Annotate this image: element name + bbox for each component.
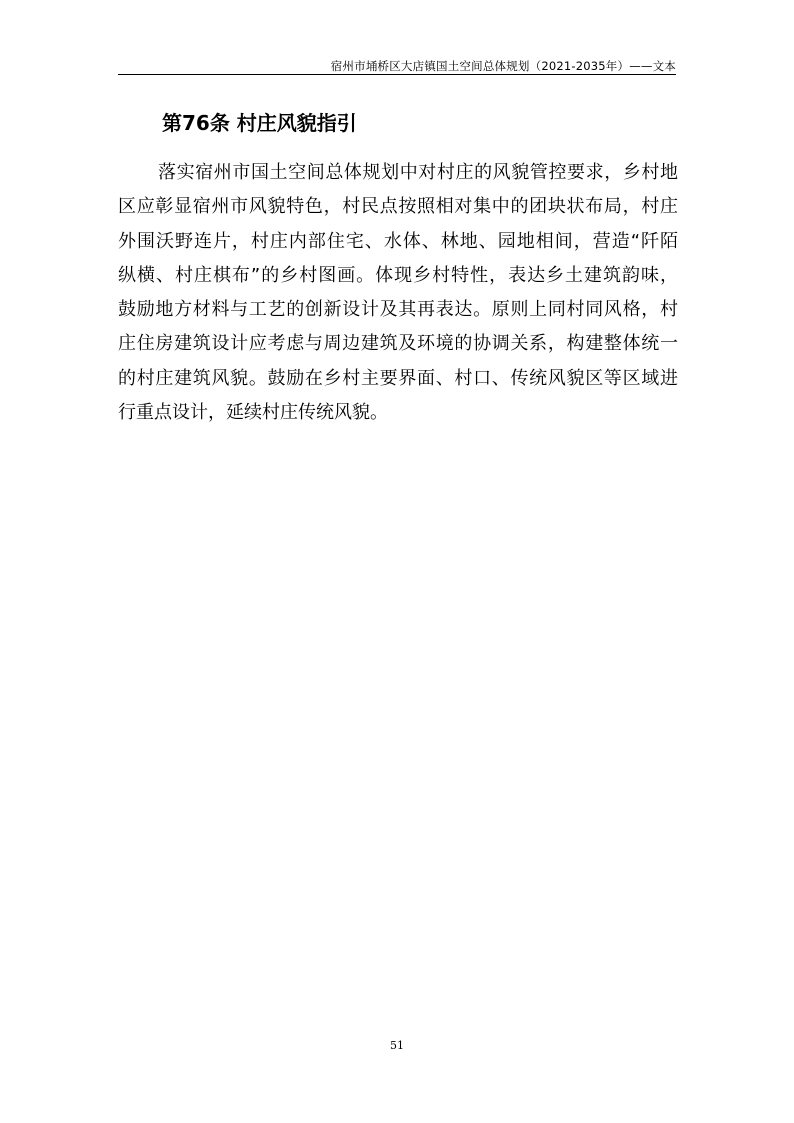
page-number: 51 [390, 1039, 404, 1052]
running-header: 宿州市埇桥区大店镇国土空间总体规划（2021-2035年）——文本 [330, 59, 676, 73]
article-title: 第76条 村庄风貌指引 [162, 111, 357, 135]
body-line: 区应彰显宿州市风貌特色，村民点按照相对集中的团块状布局，村庄 [118, 196, 678, 218]
body-line: 庄住房建筑设计应考虑与周边建筑及环境的协调关系，构建整体统一 [118, 333, 678, 355]
header-rule [118, 74, 676, 75]
body-line: 落实宿州市国土空间总体规划中对村庄的风貌管控要求，乡村地 [158, 162, 678, 183]
body-line: 鼓励地方材料与工艺的创新设计及其再表达。原则上同村同风格，村 [118, 299, 678, 321]
article-body [118, 156, 678, 430]
body-line: 的村庄建筑风貌。鼓励在乡村主要界面、村口、传统风貌区等区域进 [118, 367, 678, 389]
body-line: 外围沃野连片，村庄内部住宅、水体、林地、园地相间，营造“阡陌 [118, 230, 678, 252]
body-line: 行重点设计，延续村庄传统风貌。 [118, 402, 388, 424]
body-line: 纵横、村庄棋布”的乡村图画。体现乡村特性，表达乡土建筑韵味， [118, 264, 678, 286]
